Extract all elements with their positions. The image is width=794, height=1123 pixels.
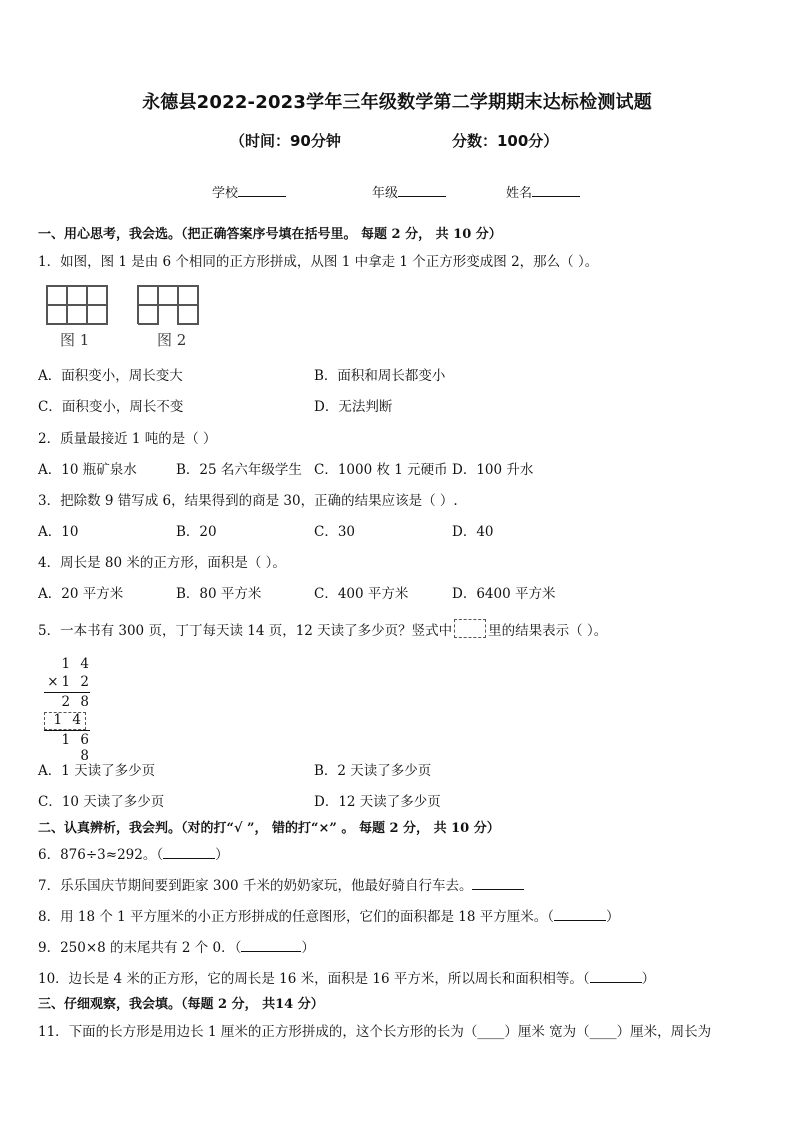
q8-answer-blank[interactable] [554,908,606,921]
q2-option-c[interactable]: C．1000 枚 1 元硬币 [314,462,448,478]
question-7 [38,874,524,894]
q1-option-c[interactable]: C．面积变小，周长不变 [38,399,184,415]
figure-1 [46,285,110,349]
calc-multiplicand: 1 4 [61,656,92,672]
school-label: 学校 [212,186,239,201]
q5-option-b[interactable]: B．2 天读了多少页 [314,763,432,779]
calc-rule-1 [44,692,90,693]
q5-option-a[interactable]: A．1 天读了多少页 [38,763,156,779]
question-10-close: ） [641,971,656,987]
name-field [506,182,580,201]
q3-option-b[interactable]: B．20 [176,524,217,540]
question-2: 2．质量最接近 1 吨的是（ ） [38,431,217,447]
question-6-text: 6．876÷3≈292。（ [38,847,164,863]
q2-option-d[interactable]: D．100 升水 [452,462,534,478]
exam-title: 永德县2022-2023学年三年级数学第二学期期末达标检测试题 [142,92,652,113]
q1-option-b[interactable]: B．面积和周长都变小 [314,368,446,384]
question-8 [38,905,620,925]
figure-1-grid [46,285,110,327]
question-8-close: ） [606,909,620,925]
question-5-text-end: 里的结果表示（ ）。 [488,623,608,639]
q3-option-c[interactable]: C．30 [314,524,356,540]
grade-field [372,182,446,201]
q2-option-b[interactable]: B．25 名六年级学生 [176,462,302,478]
question-10-text: 10．边长是 4 米的正方形，它的周长是 16 米，面积是 16 平方米，所以周长和面积相等。（ [38,971,590,987]
q6-answer-blank[interactable] [163,846,215,859]
question-10 [38,967,655,987]
grade-blank[interactable] [398,184,446,197]
section-3-heading: 三、仔细观察，我会填。（每题 2 分， 共14 分） [38,997,324,1012]
dashed-box-marker [454,619,486,638]
question-9 [38,936,315,956]
score-label: 分数：100分） [452,132,559,150]
q1-option-d[interactable]: D．无法判断 [314,399,393,415]
q9-answer-blank[interactable] [241,939,301,952]
q2-option-a[interactable]: A．10 瓶矿泉水 [38,462,137,478]
q4-option-b[interactable]: B．80 平方米 [176,586,262,602]
q1-option-a[interactable]: A．面积变小，周长变大 [38,368,183,384]
calc-rule-2 [44,730,90,731]
q10-answer-blank[interactable] [590,970,642,983]
school-blank[interactable] [238,184,286,197]
q5-option-d[interactable]: D．12 天读了多少页 [314,794,441,810]
q4-option-c[interactable]: C．400 平方米 [314,586,409,602]
question-3: 3．把除数 9 错写成 6，结果得到的商是 30，正确的结果应该是（ ）. [38,493,458,509]
question-1: 1．如图，图 1 是由 6 个相同的正方形拼成，从图 1 中拿走 1 个正方形变成图 2，那么（ ）。 [38,254,599,270]
calc-multiplier: ×1 2 [47,674,92,690]
q3-option-a[interactable]: A．10 [38,524,79,540]
question-6-close: ） [215,847,229,863]
school-field [212,182,286,201]
figure-2-grid [137,285,201,327]
name-label: 姓名 [506,186,533,201]
question-5 [38,619,607,639]
question-11: 11．下面的长方形是用边长 1 厘米的正方形拼成的，这个长方形的长为（____）厘米 宽为（____）厘米，周长为 [38,1024,712,1040]
question-6 [38,843,229,863]
q4-option-a[interactable]: A．20 平方米 [38,586,124,602]
question-9-text: 9．250×8 的末尾共有 2 个 0．（ [38,940,242,956]
figure-2-caption: 图 2 [157,331,187,349]
q5-option-c[interactable]: C．10 天读了多少页 [38,794,165,810]
question-9-close: ） [301,940,315,956]
q4-option-d[interactable]: D．6400 平方米 [452,586,556,602]
section-1-heading: 一、用心思考，我会选。（把正确答案序号填在括号里。 每题 2 分， 共 10 分） [38,227,502,242]
figure-2 [137,285,201,349]
grade-label: 年级 [372,186,399,201]
name-blank[interactable] [532,184,580,197]
question-5-text: 5．一本书有 300 页，丁丁每天读 14 页，12 天读了多少页？竖式中 [38,623,453,639]
figure-1-caption: 图 1 [60,331,90,349]
time-label: （时间：90分钟 [230,132,341,150]
section-2-heading: 二、认真辨析，我会判。（对的打“√ ”， 错的打“×” 。 每题 2 分， 共 10 分） [38,821,500,836]
q7-answer-blank[interactable] [472,877,524,890]
calc-partial-2: 1 4 [53,712,84,728]
question-4: 4．周长是 80 米的正方形，面积是（ ）。 [38,555,286,571]
calc-product: 1 6 8 [61,732,92,764]
question-7-text: 7．乐乐国庆节期间要到距家 300 千米的奶奶家玩，他最好骑自行车去。 [38,878,473,894]
question-8-text: 8．用 18 个 1 平方厘米的小正方形拼成的任意图形，它们的面积都是 18 平方厘米。（ [38,909,555,925]
calc-partial-1: 2 8 [61,694,92,710]
q3-option-d[interactable]: D．40 [452,524,494,540]
